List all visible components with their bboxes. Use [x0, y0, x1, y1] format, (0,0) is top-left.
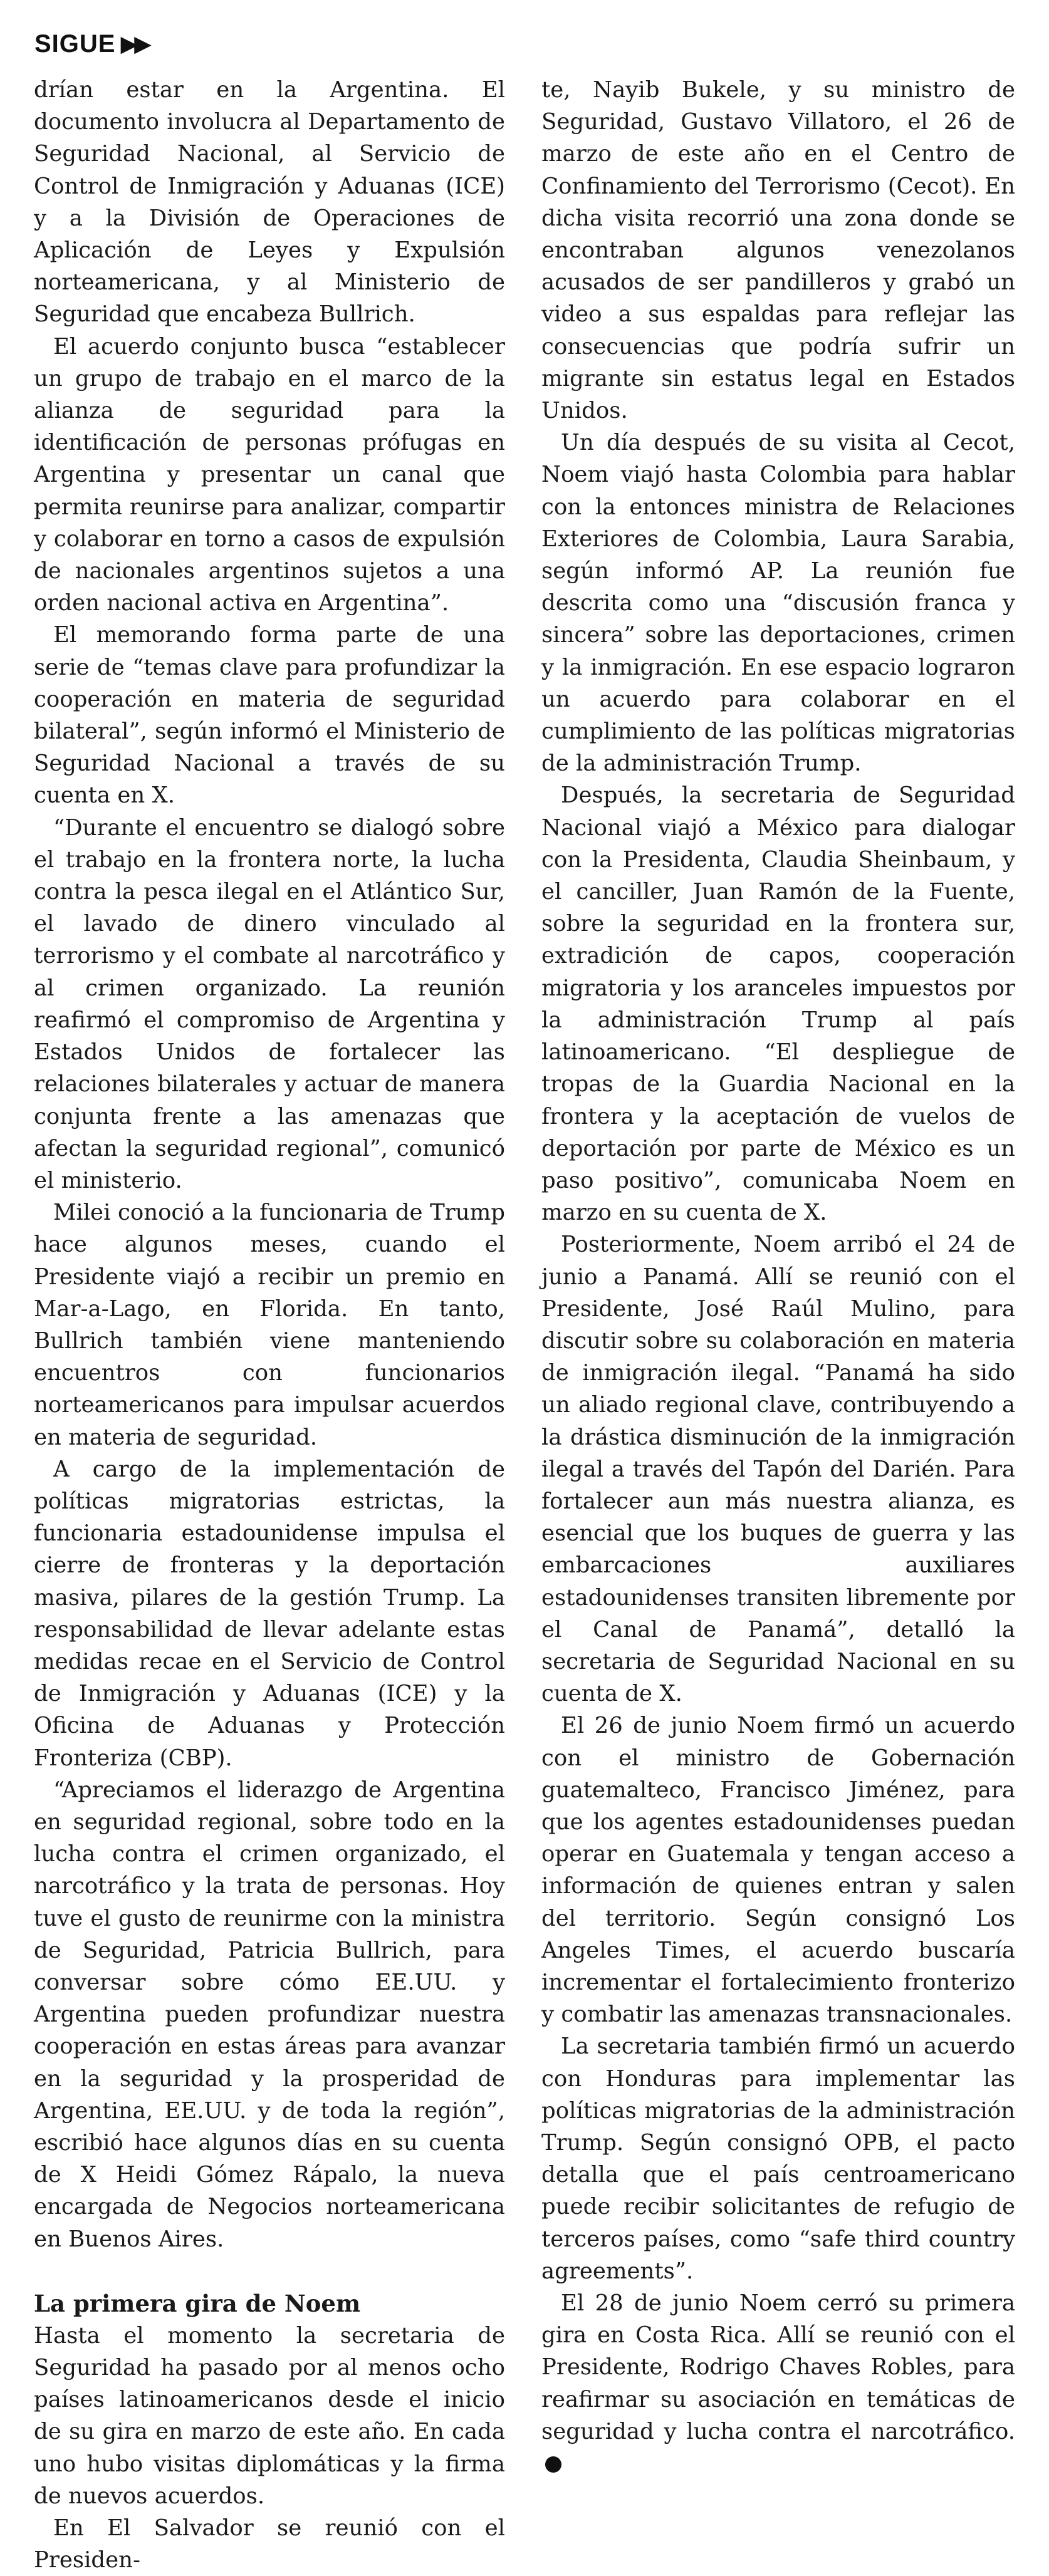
article-paragraph: Milei conoció a la funcionaria de Trump hace algunos meses, cuando el Presidente viajó a recibir un premio en Mar-a-Lago, en Florida. En tanto, Bullrich también viene manteniendo encuentros con funcionarios norteamericanos para impulsar acuerdos en materia de seguridad.: [34, 1200, 505, 1450]
article-paragraph: Un día después de su visita al Cecot, Noem viajó hasta Colombia para hablar con la entonces ministra de Relaciones Exteriores de Colombia, Laura Sarabia, según informó AP. La reunión fue descrita como una “discusión franca y sincera” sobre las deportaciones, crimen y la inmigración. En ese espacio lograron un acuerdo para colaborar en el cumplimiento de las políticas migratorias de la administración Trump.: [541, 430, 1015, 777]
article-paragraph-final: [541, 2287, 1015, 2480]
article-paragraph: Posteriormente, Noem arribó el 24 de junio a Panamá. Allí se reunió con el Presidente, José Raúl Mulino, para discutir sobre su colaboración en materia de inmigración ilegal. “Panamá ha sido un aliado regional clave, contribuyendo a la drástica disminución de la inmigración ilegal a través del Tapón del Darién. Para fortalecer aun más nuestra alianza, es esencial que los buques de guerra y las embarcaciones auxiliares estadounidenses transiten libremente por el Canal de Panamá”, detalló la secretaria de Seguridad Nacional en su cuenta de X.: [541, 1232, 1015, 1707]
article-paragraph: El acuerdo conjunto busca “establecer un grupo de trabajo en el marco de la alianza de seguridad para la identificación de personas prófugas en Argentina y presentar un canal que permita reunirse para analizar, compartir y colaborar en torno a casos de expulsión de nacionales argentinos sujetos a una orden nacional activa en Argentina”.: [34, 333, 505, 616]
article-column-right: [541, 74, 1015, 2480]
article-paragraph: A cargo de la implementación de políticas migratorias estrictas, la funcionaria estadounidense impulsa el cierre de fronteras y la deportación masiva, pilares de la gestión Trump. La responsabilidad de llevar adelante estas medidas recae en el Servicio de Control de Inmigración y Aduanas (ICE) y la Oficina de Aduanas y Protección Fronteriza (CBP).: [34, 1456, 505, 1771]
article-paragraph: Hasta el momento la secretaria de Seguridad ha pasado por al menos ocho países latinoamericanos desde el inicio de su gira en marzo de este año. En cada uno hubo visitas diplomáticas y la firma de nuevos acuerdos.: [34, 2322, 505, 2509]
article-subheading: La primera gira de Noem: [34, 2289, 361, 2317]
article-paragraph: El memorando forma parte de una serie de “temas clave para profundizar la cooperación en materia de seguridad bilateral”, según informó el Ministerio de Seguridad Nacional a través de su cuenta en X.: [34, 622, 505, 809]
article-paragraph: “Apreciamos el liderazgo de Argentina en seguridad regional, sobre todo en la lucha contra el crimen organizado, el narcotráfico y la trata de personas. Hoy tuve el gusto de reunirme con la ministra de Seguridad, Patricia Bullrich, para conversar sobre cómo EE.UU. y Argentina pueden profundizar nuestra cooperación en estas áreas para avanzar en la seguridad y la prosperidad de Argentina, EE.UU. y de toda la región”, escribió hace algunos días en su cuenta de X Heidi Gómez Rápalo, la nueva encargada de Negocios norteamericana en Buenos Aires.: [34, 1777, 505, 2252]
article-paragraph: te, Nayib Bukele, y su ministro de Seguridad, Gustavo Villatoro, el 26 de marzo de este año en el Centro de Confinamiento del Terrorismo (Cecot). En dicha visita recorrió una zona donde se encontraban algunos venezolanos acusados de ser pandilleros y grabó un video a sus espaldas para reflejar las consecuencias que podría sufrir un migrante sin estatus legal en Estados Unidos.: [541, 77, 1015, 424]
final-text: El 28 de junio Noem cerró su primera gira en Costa Rica. Allí se reunió con el Presidente, Rodrigo Chaves Robles, para reafirmar su asociación en temáticas de seguridad y lucha contra el narcotráfico.: [541, 2290, 1015, 2444]
sigue-label: SIGUE: [34, 30, 116, 58]
article-column-left: [34, 74, 505, 2576]
article-paragraph: drían estar en la Argentina. El documento involucra al Departamento de Seguridad Nacional, al Servicio de Control de Inmigración y Aduanas (ICE) y a la División de Operaciones de Aplicación de Leyes y Expulsión norteamericana, y al Ministerio de Seguridad que encabeza Bullrich.: [34, 77, 505, 328]
article-paragraph: Después, la secretaria de Seguridad Nacional viajó a México para dialogar con la Presidenta, Claudia Sheinbaum, y el canciller, Juan Ramón de la Fuente, sobre la seguridad en la frontera sur, extradición de capos, cooperación migratoria y los aranceles impuestos por la administración Trump al país latinoamericano. “El despliegue de tropas de la Guardia Nacional en la frontera y la aceptación de vuelos de deportación por parte de México es un paso positivo”, comunicaba Noem en marzo en su cuenta de X.: [541, 782, 1015, 1226]
double-arrow-icon: ▶▶: [120, 31, 148, 56]
article-paragraph: El 26 de junio Noem firmó un acuerdo con el ministro de Gobernación guatemalteco, Francisco Jiménez, para que los agentes estadounidenses puedan operar en Guatemala y tengan acceso a información de quienes entran y salen del territorio. Según consignó Los Angeles Times, el acuerdo buscaría incrementar el fortalecimiento fronterizo y combatir las amenazas transnacionales.: [541, 1713, 1015, 2028]
article-paragraph: En El Salvador se reunió con el Presiden-: [34, 2515, 505, 2573]
end-of-article-dot-icon: [545, 2456, 561, 2473]
article-paragraph: “Durante el encuentro se dialogó sobre el trabajo en la frontera norte, la lucha contra la pesca ilegal en el Atlántico Sur, el lavado de dinero vinculado al terrorismo y el combate al narcotráfico y al crimen organizado. La reunión reafirmó el compromiso de Argentina y Estados Unidos de fortalecer las relaciones bilaterales y actuar de manera conjunta frente a las amenazas que afectan la seguridad regional”, comunicó el ministerio.: [34, 814, 505, 1193]
sigue-marker: [34, 31, 148, 56]
article-paragraph: La secretaria también firmó un acuerdo con Honduras para implementar las políticas migratorias de la administración Trump. Según consignó OPB, el pacto detalla que el país centroamericano puede recibir solicitantes de refugio de terceros países, como “safe third country agreements”.: [541, 2033, 1015, 2284]
